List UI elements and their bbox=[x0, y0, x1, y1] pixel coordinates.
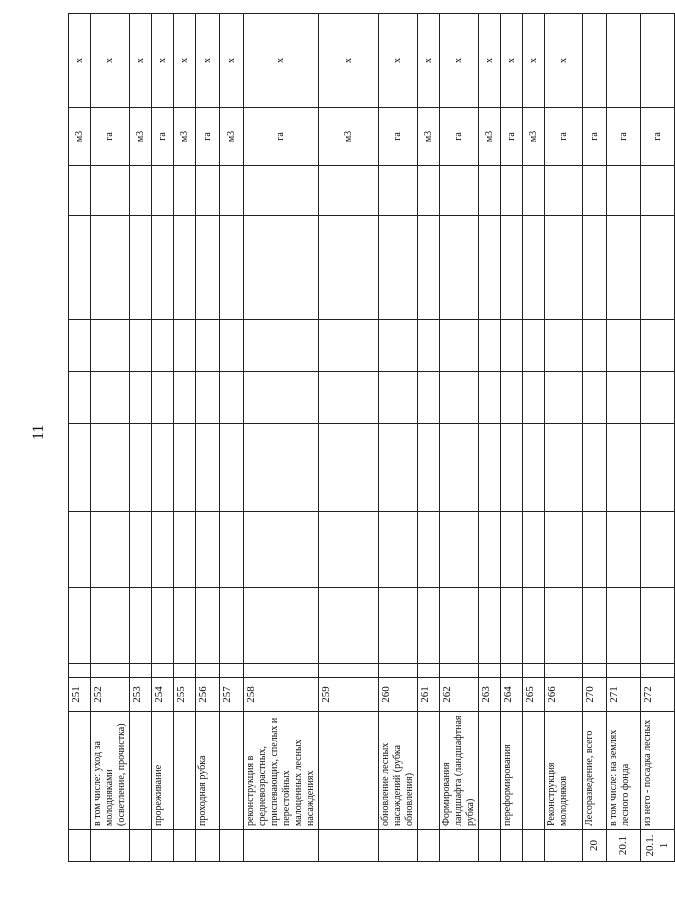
x-mark-cell: x bbox=[244, 14, 319, 108]
table-row bbox=[440, 14, 479, 862]
empty-cell bbox=[91, 216, 130, 320]
document-table-rotated bbox=[68, 14, 670, 862]
empty-cell bbox=[379, 588, 418, 664]
empty-cell bbox=[440, 216, 479, 320]
row-number-cell bbox=[379, 830, 418, 862]
row-name-cell: реконструкция в средневозрастных, приспевающих, спелых и перестойных малоценных лесных насаждениях bbox=[244, 712, 319, 830]
empty-cell bbox=[69, 372, 91, 424]
empty-cell bbox=[152, 424, 174, 512]
empty-cell bbox=[91, 588, 130, 664]
empty-cell bbox=[319, 512, 379, 588]
unit-cell: м3 bbox=[174, 108, 196, 166]
unit-cell: м3 bbox=[130, 108, 152, 166]
empty-cell bbox=[501, 372, 523, 424]
unit-cell: га bbox=[379, 108, 418, 166]
empty-cell bbox=[220, 166, 244, 216]
table-row bbox=[418, 14, 440, 862]
row-name-cell bbox=[479, 712, 501, 830]
empty-cell bbox=[196, 424, 220, 512]
empty-cell bbox=[523, 424, 545, 512]
empty-cell bbox=[379, 216, 418, 320]
empty-cell bbox=[196, 664, 220, 678]
row-name-cell bbox=[69, 712, 91, 830]
empty-cell bbox=[244, 588, 319, 664]
row-name-cell: обновление лесных насаждений (рубка обновления) bbox=[379, 712, 418, 830]
row-number-cell: 20.1.1 bbox=[641, 830, 675, 862]
empty-cell bbox=[479, 166, 501, 216]
table-row bbox=[91, 14, 130, 862]
table-row bbox=[583, 14, 607, 862]
unit-cell: м3 bbox=[319, 108, 379, 166]
row-number-cell bbox=[440, 830, 479, 862]
empty-cell bbox=[501, 320, 523, 372]
empty-cell bbox=[69, 216, 91, 320]
empty-cell bbox=[91, 372, 130, 424]
row-code-cell: 271 bbox=[607, 678, 641, 712]
x-mark-cell: x bbox=[501, 14, 523, 108]
empty-cell bbox=[607, 166, 641, 216]
empty-cell bbox=[152, 664, 174, 678]
empty-cell bbox=[479, 512, 501, 588]
empty-cell bbox=[196, 216, 220, 320]
table-row bbox=[319, 14, 379, 862]
empty-cell bbox=[69, 512, 91, 588]
empty-cell bbox=[379, 424, 418, 512]
empty-cell bbox=[319, 166, 379, 216]
row-number-cell bbox=[130, 830, 152, 862]
empty-cell bbox=[607, 216, 641, 320]
empty-cell bbox=[174, 424, 196, 512]
table-row bbox=[501, 14, 523, 862]
row-name-cell: Лесоразведение, всего bbox=[583, 712, 607, 830]
row-number-cell bbox=[501, 830, 523, 862]
empty-cell bbox=[479, 588, 501, 664]
empty-cell bbox=[91, 664, 130, 678]
empty-cell bbox=[244, 320, 319, 372]
row-code-cell: 251 bbox=[69, 678, 91, 712]
empty-cell bbox=[91, 320, 130, 372]
empty-cell bbox=[152, 320, 174, 372]
empty-cell bbox=[130, 664, 152, 678]
empty-cell bbox=[501, 512, 523, 588]
unit-cell: га bbox=[583, 108, 607, 166]
empty-cell bbox=[174, 588, 196, 664]
row-code-cell: 265 bbox=[523, 678, 545, 712]
x-mark-cell: x bbox=[220, 14, 244, 108]
row-code-cell: 270 bbox=[583, 678, 607, 712]
row-code-cell: 266 bbox=[545, 678, 583, 712]
empty-cell bbox=[319, 320, 379, 372]
row-name-cell bbox=[220, 712, 244, 830]
row-number-cell bbox=[91, 830, 130, 862]
empty-cell bbox=[583, 588, 607, 664]
empty-cell bbox=[244, 424, 319, 512]
empty-cell bbox=[174, 320, 196, 372]
x-mark-cell: x bbox=[152, 14, 174, 108]
empty-cell bbox=[479, 216, 501, 320]
empty-cell bbox=[174, 512, 196, 588]
empty-cell bbox=[523, 664, 545, 678]
x-mark-cell bbox=[641, 14, 675, 108]
empty-cell bbox=[583, 166, 607, 216]
table-row bbox=[220, 14, 244, 862]
row-name-cell: переформирования bbox=[501, 712, 523, 830]
empty-cell bbox=[523, 166, 545, 216]
empty-cell bbox=[69, 320, 91, 372]
unit-cell: га bbox=[501, 108, 523, 166]
row-code-cell: 260 bbox=[379, 678, 418, 712]
row-name-cell: прореживание bbox=[152, 712, 174, 830]
empty-cell bbox=[130, 372, 152, 424]
x-mark-cell: x bbox=[91, 14, 130, 108]
row-number-cell bbox=[523, 830, 545, 862]
unit-cell: га bbox=[196, 108, 220, 166]
empty-cell bbox=[69, 664, 91, 678]
x-mark-cell: x bbox=[440, 14, 479, 108]
empty-cell bbox=[607, 320, 641, 372]
row-name-cell: из него - посадка лесных bbox=[641, 712, 675, 830]
empty-cell bbox=[220, 372, 244, 424]
table-row bbox=[641, 14, 675, 862]
empty-cell bbox=[152, 216, 174, 320]
empty-cell bbox=[220, 320, 244, 372]
empty-cell bbox=[418, 166, 440, 216]
unit-cell: м3 bbox=[418, 108, 440, 166]
row-code-cell: 256 bbox=[196, 678, 220, 712]
empty-cell bbox=[220, 216, 244, 320]
row-number-cell: 20 bbox=[583, 830, 607, 862]
empty-cell bbox=[479, 372, 501, 424]
empty-cell bbox=[69, 424, 91, 512]
row-name-cell bbox=[418, 712, 440, 830]
empty-cell bbox=[379, 166, 418, 216]
row-name-cell bbox=[319, 712, 379, 830]
row-number-cell bbox=[479, 830, 501, 862]
empty-cell bbox=[545, 588, 583, 664]
table-row bbox=[607, 14, 641, 862]
empty-cell bbox=[379, 512, 418, 588]
table-row bbox=[545, 14, 583, 862]
unit-cell: м3 bbox=[220, 108, 244, 166]
empty-cell bbox=[130, 320, 152, 372]
empty-cell bbox=[418, 320, 440, 372]
empty-cell bbox=[91, 512, 130, 588]
row-number-cell: 20.1 bbox=[607, 830, 641, 862]
row-name-cell bbox=[130, 712, 152, 830]
empty-cell bbox=[196, 166, 220, 216]
empty-cell bbox=[319, 216, 379, 320]
empty-cell bbox=[523, 588, 545, 664]
empty-cell bbox=[418, 512, 440, 588]
row-code-cell: 263 bbox=[479, 678, 501, 712]
row-number-cell bbox=[220, 830, 244, 862]
empty-cell bbox=[379, 372, 418, 424]
empty-cell bbox=[523, 320, 545, 372]
unit-cell: га bbox=[152, 108, 174, 166]
row-name-cell: проходная рубка bbox=[196, 712, 220, 830]
empty-cell bbox=[174, 664, 196, 678]
empty-cell bbox=[152, 588, 174, 664]
empty-cell bbox=[196, 372, 220, 424]
row-name-cell: в том числе: на землях лесного фонда bbox=[607, 712, 641, 830]
empty-cell bbox=[319, 588, 379, 664]
empty-cell bbox=[583, 216, 607, 320]
empty-cell bbox=[479, 320, 501, 372]
empty-cell bbox=[583, 664, 607, 678]
empty-cell bbox=[244, 166, 319, 216]
empty-cell bbox=[641, 424, 675, 512]
x-mark-cell: x bbox=[174, 14, 196, 108]
row-number-cell bbox=[244, 830, 319, 862]
empty-cell bbox=[440, 424, 479, 512]
empty-cell bbox=[501, 588, 523, 664]
empty-cell bbox=[379, 320, 418, 372]
empty-cell bbox=[91, 424, 130, 512]
empty-cell bbox=[607, 372, 641, 424]
empty-cell bbox=[91, 166, 130, 216]
empty-cell bbox=[545, 216, 583, 320]
empty-cell bbox=[440, 320, 479, 372]
empty-cell bbox=[523, 512, 545, 588]
unit-cell: га bbox=[607, 108, 641, 166]
row-code-cell: 258 bbox=[244, 678, 319, 712]
empty-cell bbox=[152, 372, 174, 424]
x-mark-cell: x bbox=[379, 14, 418, 108]
empty-cell bbox=[220, 424, 244, 512]
unit-cell: м3 bbox=[69, 108, 91, 166]
empty-cell bbox=[583, 424, 607, 512]
row-name-cell: в том числе: уход за молодняками (осветление, прочистка) bbox=[91, 712, 130, 830]
empty-cell bbox=[196, 588, 220, 664]
row-code-cell: 264 bbox=[501, 678, 523, 712]
empty-cell bbox=[545, 424, 583, 512]
empty-cell bbox=[130, 588, 152, 664]
row-name-cell: Формирования ландшафта (ландшафтная рубка) bbox=[440, 712, 479, 830]
empty-cell bbox=[418, 588, 440, 664]
x-mark-cell: x bbox=[418, 14, 440, 108]
empty-cell bbox=[607, 512, 641, 588]
empty-cell bbox=[130, 424, 152, 512]
row-code-cell: 257 bbox=[220, 678, 244, 712]
empty-cell bbox=[244, 216, 319, 320]
empty-cell bbox=[607, 424, 641, 512]
empty-cell bbox=[641, 320, 675, 372]
empty-cell bbox=[379, 664, 418, 678]
empty-cell bbox=[196, 512, 220, 588]
row-number-cell bbox=[418, 830, 440, 862]
row-code-cell: 261 bbox=[418, 678, 440, 712]
row-number-cell bbox=[69, 830, 91, 862]
empty-cell bbox=[244, 664, 319, 678]
empty-cell bbox=[69, 588, 91, 664]
x-mark-cell: x bbox=[319, 14, 379, 108]
empty-cell bbox=[130, 216, 152, 320]
empty-cell bbox=[130, 512, 152, 588]
empty-cell bbox=[152, 512, 174, 588]
table-row bbox=[152, 14, 174, 862]
empty-cell bbox=[641, 216, 675, 320]
empty-cell bbox=[545, 372, 583, 424]
table-row bbox=[479, 14, 501, 862]
empty-cell bbox=[641, 588, 675, 664]
row-number-cell bbox=[196, 830, 220, 862]
empty-cell bbox=[418, 664, 440, 678]
empty-cell bbox=[545, 512, 583, 588]
empty-cell bbox=[641, 372, 675, 424]
x-mark-cell: x bbox=[130, 14, 152, 108]
empty-cell bbox=[244, 372, 319, 424]
empty-cell bbox=[440, 372, 479, 424]
page-number: 11 bbox=[30, 424, 47, 440]
row-number-cell bbox=[545, 830, 583, 862]
row-code-cell: 253 bbox=[130, 678, 152, 712]
x-mark-cell: x bbox=[545, 14, 583, 108]
empty-cell bbox=[174, 166, 196, 216]
empty-cell bbox=[583, 372, 607, 424]
row-code-cell: 259 bbox=[319, 678, 379, 712]
empty-cell bbox=[641, 512, 675, 588]
empty-cell bbox=[244, 512, 319, 588]
empty-cell bbox=[501, 424, 523, 512]
empty-cell bbox=[501, 664, 523, 678]
empty-cell bbox=[440, 588, 479, 664]
empty-cell bbox=[130, 166, 152, 216]
empty-cell bbox=[196, 320, 220, 372]
empty-cell bbox=[220, 664, 244, 678]
row-code-cell: 272 bbox=[641, 678, 675, 712]
empty-cell bbox=[174, 216, 196, 320]
row-code-cell: 262 bbox=[440, 678, 479, 712]
empty-cell bbox=[501, 166, 523, 216]
empty-cell bbox=[607, 588, 641, 664]
x-mark-cell bbox=[607, 14, 641, 108]
table-row bbox=[196, 14, 220, 862]
empty-cell bbox=[418, 424, 440, 512]
empty-cell bbox=[545, 664, 583, 678]
empty-cell bbox=[523, 216, 545, 320]
empty-cell bbox=[583, 320, 607, 372]
empty-cell bbox=[220, 512, 244, 588]
empty-cell bbox=[545, 166, 583, 216]
empty-cell bbox=[479, 664, 501, 678]
empty-cell bbox=[641, 664, 675, 678]
unit-cell: га bbox=[545, 108, 583, 166]
x-mark-cell bbox=[583, 14, 607, 108]
empty-cell bbox=[641, 166, 675, 216]
empty-cell bbox=[440, 664, 479, 678]
table-row bbox=[244, 14, 319, 862]
data-table bbox=[68, 13, 675, 862]
empty-cell bbox=[152, 166, 174, 216]
x-mark-cell: x bbox=[479, 14, 501, 108]
empty-cell bbox=[319, 664, 379, 678]
empty-cell bbox=[607, 664, 641, 678]
unit-cell: га bbox=[244, 108, 319, 166]
row-code-cell: 254 bbox=[152, 678, 174, 712]
empty-cell bbox=[523, 372, 545, 424]
table-row bbox=[130, 14, 152, 862]
x-mark-cell: x bbox=[523, 14, 545, 108]
empty-cell bbox=[440, 512, 479, 588]
empty-cell bbox=[174, 372, 196, 424]
unit-cell: га bbox=[641, 108, 675, 166]
unit-cell: га bbox=[91, 108, 130, 166]
empty-cell bbox=[583, 512, 607, 588]
unit-cell: га bbox=[440, 108, 479, 166]
empty-cell bbox=[545, 320, 583, 372]
unit-cell: м3 bbox=[479, 108, 501, 166]
row-number-cell bbox=[319, 830, 379, 862]
table-row bbox=[523, 14, 545, 862]
empty-cell bbox=[220, 588, 244, 664]
empty-cell bbox=[69, 166, 91, 216]
x-mark-cell: x bbox=[196, 14, 220, 108]
empty-cell bbox=[418, 216, 440, 320]
row-code-cell: 252 bbox=[91, 678, 130, 712]
row-number-cell bbox=[174, 830, 196, 862]
row-name-cell bbox=[523, 712, 545, 830]
table-row bbox=[379, 14, 418, 862]
empty-cell bbox=[440, 166, 479, 216]
table-row bbox=[69, 14, 91, 862]
empty-cell bbox=[319, 372, 379, 424]
empty-cell bbox=[479, 424, 501, 512]
x-mark-cell: x bbox=[69, 14, 91, 108]
empty-cell bbox=[319, 424, 379, 512]
row-name-cell: Реконструкция молодняков bbox=[545, 712, 583, 830]
row-name-cell bbox=[174, 712, 196, 830]
empty-cell bbox=[501, 216, 523, 320]
empty-cell bbox=[418, 372, 440, 424]
table-row bbox=[174, 14, 196, 862]
unit-cell: м3 bbox=[523, 108, 545, 166]
row-number-cell bbox=[152, 830, 174, 862]
row-code-cell: 255 bbox=[174, 678, 196, 712]
